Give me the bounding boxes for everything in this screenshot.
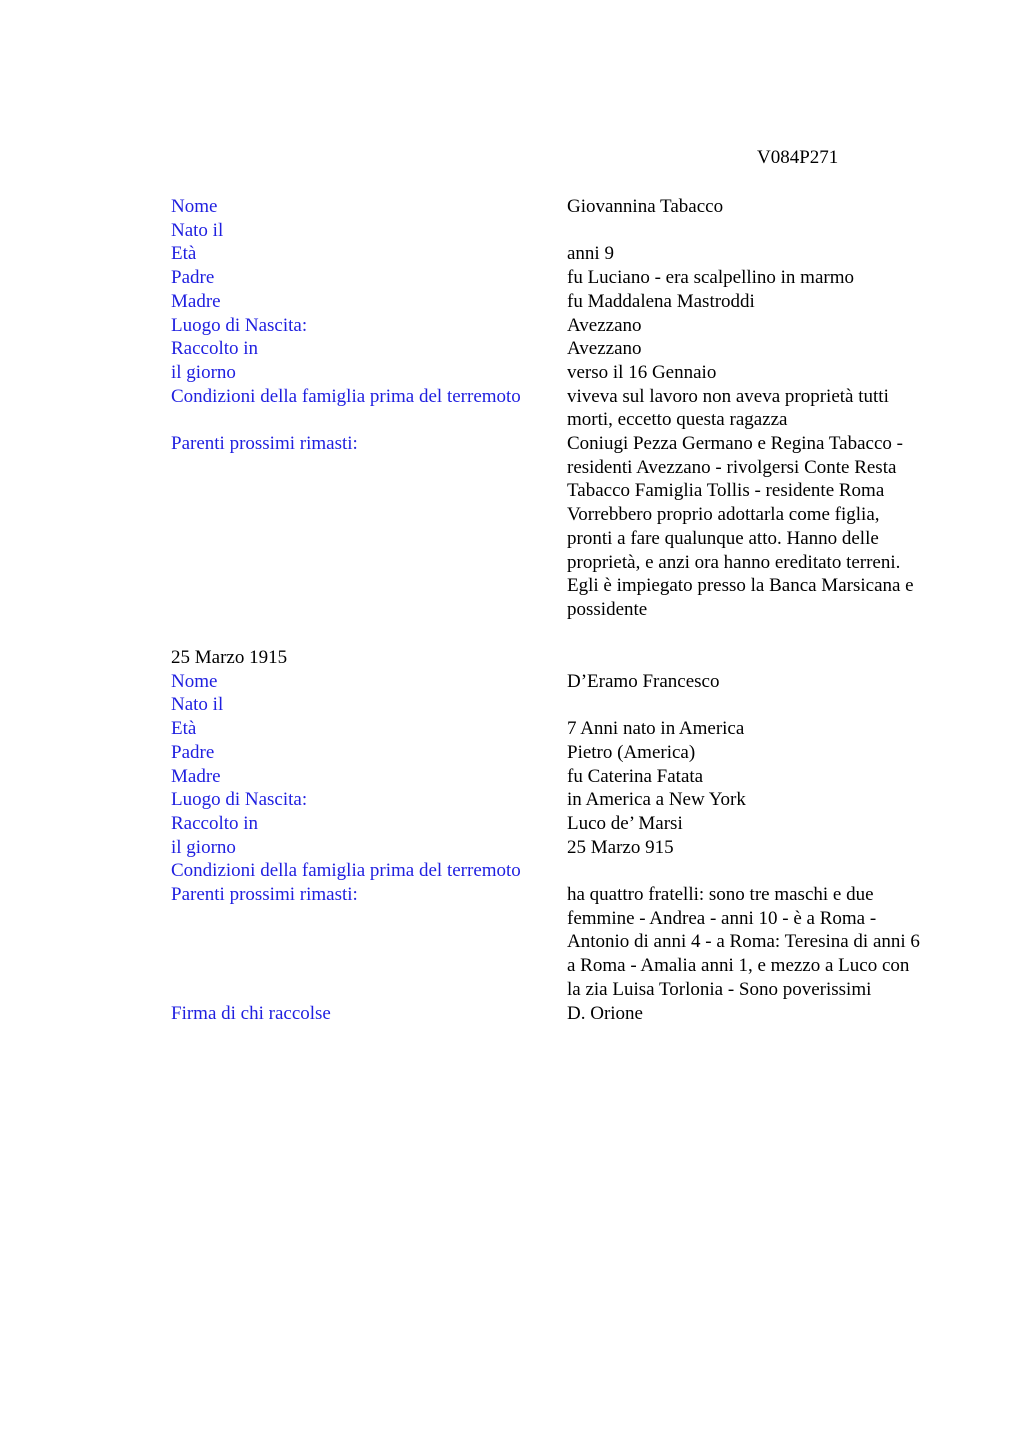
field-value: 25 Marzo 915	[567, 836, 674, 858]
field-label: Condizioni della famiglia prima del terremoto	[171, 860, 521, 882]
field-row-il-giorno	[171, 361, 951, 385]
field-label: Nato il	[171, 694, 224, 716]
field-value: ha quattro fratelli: sono tre maschi e due femmine - Andrea - anni 10 - è a Roma - Antonio di anni 4 - a Roma: Teresina di anni 6 a Roma - Amalia anni 1, e mezzo a Luco con la zia Luisa Torlonia - Sono poverissimi	[567, 884, 920, 1000]
document-code: V084P271	[757, 147, 839, 168]
field-row-parenti	[171, 432, 951, 622]
field-label: Madre	[171, 290, 221, 312]
field-value	[567, 219, 927, 243]
record-deramo-francesco	[171, 646, 951, 1025]
field-value: Avezzano	[567, 314, 642, 336]
field-row-eta	[171, 717, 951, 741]
field-row-luogo-di-nascita	[171, 314, 951, 338]
field-label: Firma di chi raccolse	[171, 1002, 331, 1024]
field-row-parenti	[171, 883, 951, 1002]
field-label: il giorno	[171, 836, 236, 858]
field-row-padre	[171, 741, 951, 765]
field-row-nato-il	[171, 219, 951, 243]
field-label: Raccolto in	[171, 812, 259, 834]
field-row-condizioni	[171, 385, 951, 432]
field-value: Giovannina Tabacco	[567, 196, 724, 217]
field-label: Età	[171, 243, 197, 265]
field-value: Luco de’ Marsi	[567, 812, 683, 834]
field-row-nome	[171, 670, 951, 694]
field-label: Condizioni della famiglia prima del terremoto	[171, 385, 521, 407]
field-row-nato-il	[171, 693, 951, 717]
record-giovannina-tabacco	[171, 195, 951, 622]
field-value: fu Caterina Fatata	[567, 765, 704, 787]
field-value: in America a New York	[567, 789, 746, 811]
field-value: D. Orione	[567, 1002, 643, 1024]
field-label: Luogo di Nascita:	[171, 314, 308, 336]
field-row-raccolto-in	[171, 812, 951, 836]
field-row-luogo-di-nascita	[171, 788, 951, 812]
field-value: anni 9	[567, 243, 614, 265]
field-label: Padre	[171, 741, 215, 763]
field-row-condizioni	[171, 859, 951, 883]
field-label: Madre	[171, 765, 221, 787]
field-label: Raccolto in	[171, 338, 259, 360]
field-row-padre	[171, 266, 951, 290]
field-row-madre	[171, 765, 951, 789]
field-row-raccolto-in	[171, 337, 951, 361]
field-value: verso il 16 Gennaio	[567, 361, 717, 383]
field-value: Coniugi Pezza Germano e Regina Tabacco - residenti Avezzano - rivolgersi Conte Resta Tabacco Famiglia Tollis - residente Roma Vorrebbero proprio adottarla come figlia, pronti a fare qualunque atto. Hanno delle proprietà, e anzi ora hanno ereditato terreni. Egli è impiegato presso la Banca Marsicana e possidente	[567, 433, 914, 620]
field-label: Luogo di Nascita:	[171, 789, 308, 811]
field-label: Nome	[171, 196, 218, 217]
field-label: Parenti prossimi rimasti:	[171, 884, 358, 906]
field-row-firma	[171, 1002, 951, 1026]
field-label: il giorno	[171, 361, 236, 383]
field-value: fu Maddalena Mastroddi	[567, 290, 755, 312]
field-label: Nome	[171, 670, 218, 692]
field-value: fu Luciano - era scalpellino in marmo	[567, 267, 855, 289]
field-value	[567, 859, 927, 883]
field-label: Nato il	[171, 219, 224, 241]
field-value	[567, 693, 927, 717]
field-value: viveva sul lavoro non aveva proprietà tutti morti, eccetto questa ragazza	[567, 385, 889, 431]
field-row-eta	[171, 242, 951, 266]
field-value: D’Eramo Francesco	[567, 670, 720, 692]
field-row-madre	[171, 290, 951, 314]
field-value: 7 Anni nato in America	[567, 718, 745, 740]
record-date: 25 Marzo 1915	[171, 647, 288, 668]
field-label: Padre	[171, 267, 215, 289]
field-value: Avezzano	[567, 338, 642, 360]
field-label: Parenti prossimi rimasti:	[171, 433, 358, 455]
field-value: Pietro (America)	[567, 741, 696, 763]
field-row-il-giorno	[171, 836, 951, 860]
field-label: Età	[171, 718, 197, 740]
field-row-nome	[171, 195, 951, 219]
